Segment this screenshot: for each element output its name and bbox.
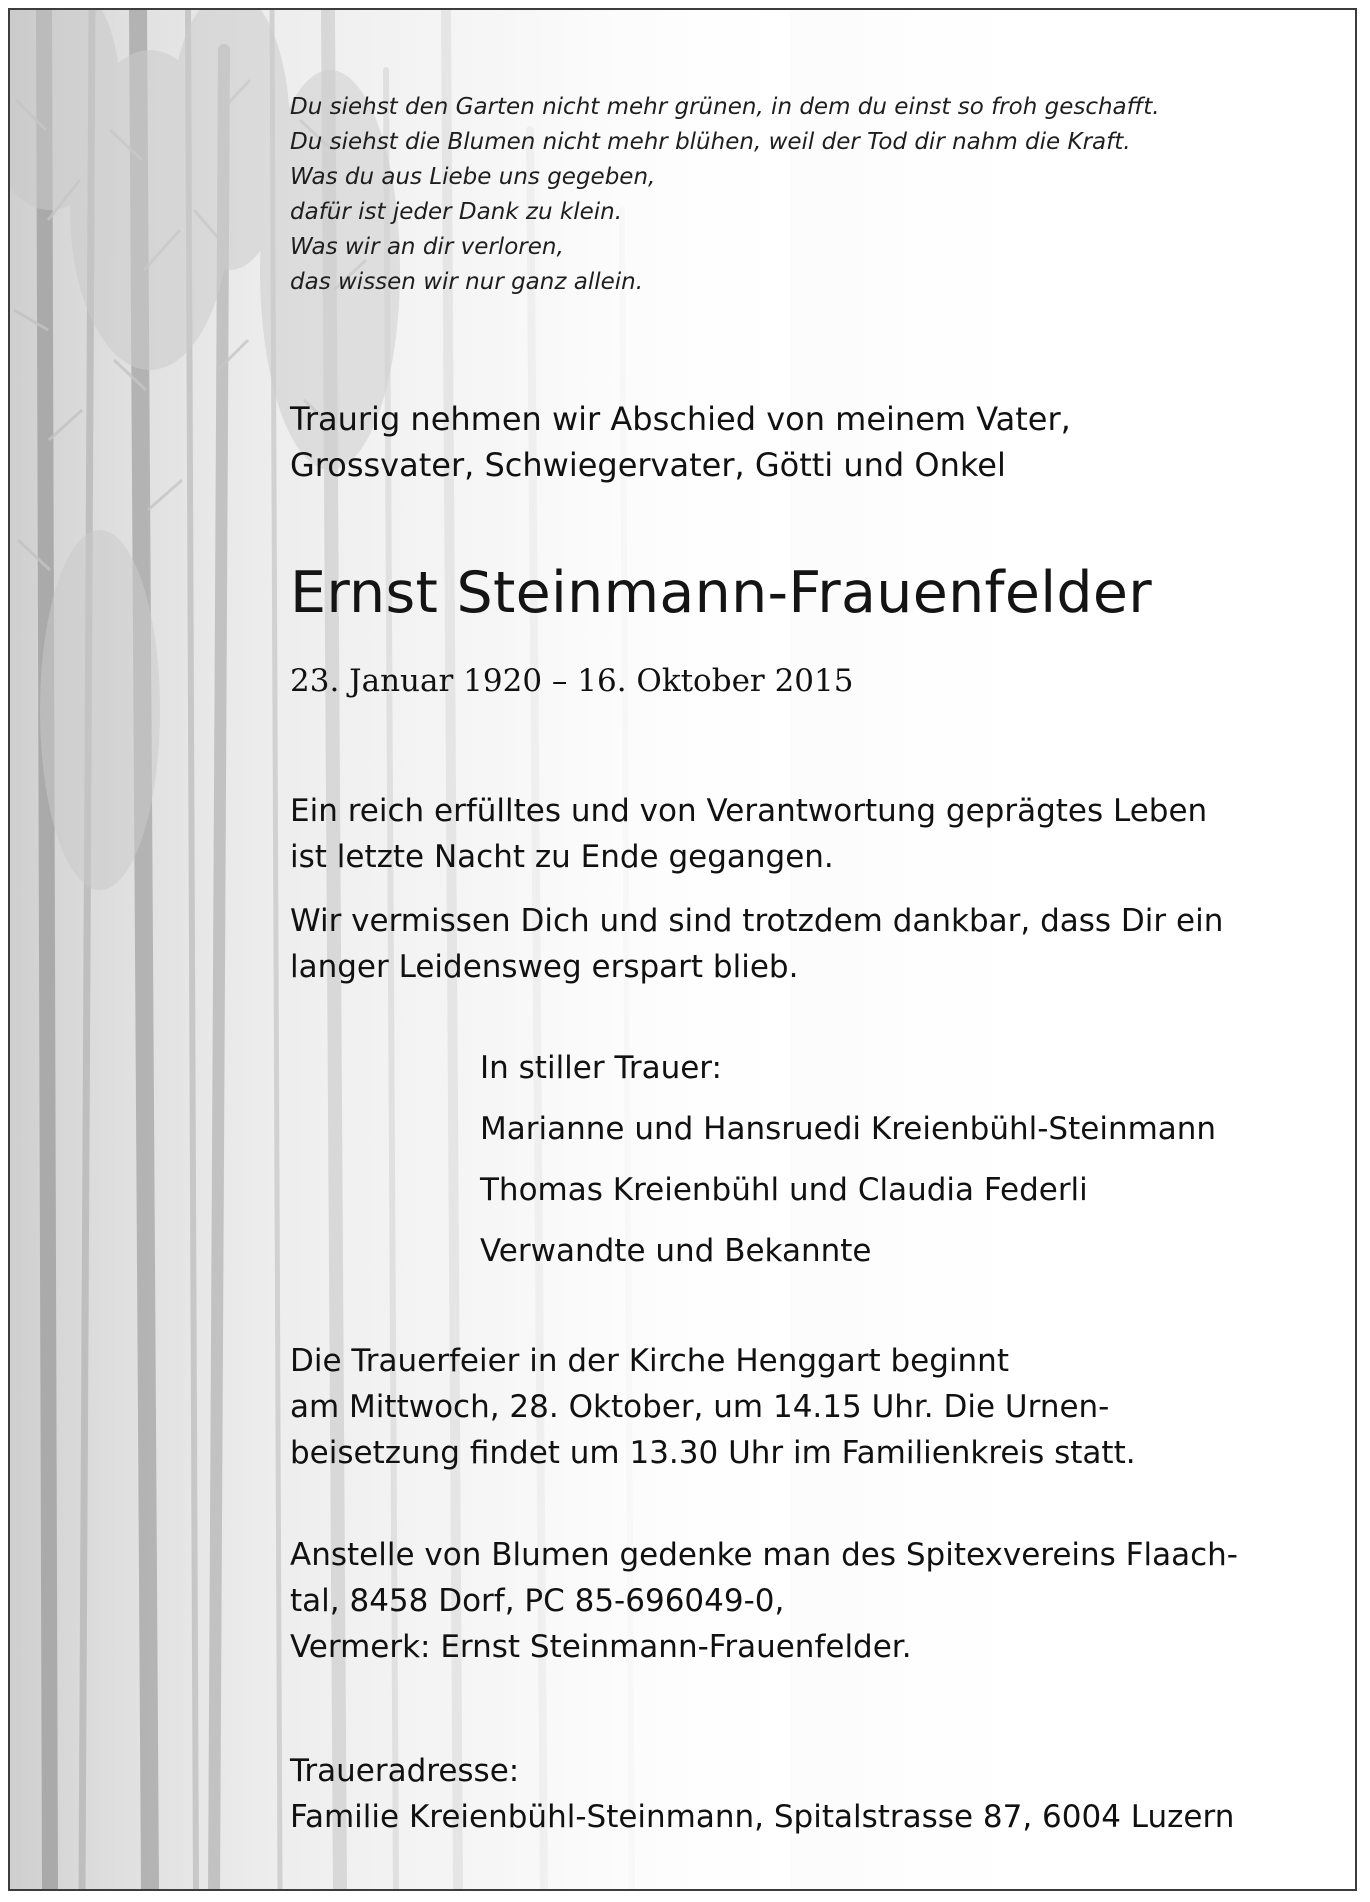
donation-info xyxy=(290,1532,1238,1670)
mourner-name: Thomas Kreienbühl und Claudia Federli xyxy=(480,1172,1088,1208)
memorial-poem xyxy=(290,90,1160,300)
paragraph-line: ist letzte Nacht zu Ende gegangen. xyxy=(290,839,834,875)
ceremony-info xyxy=(290,1338,1136,1476)
mourning-address: Familie Kreienbühl-Steinmann, Spitalstrasse 87, 6004 Luzern xyxy=(290,1799,1235,1835)
donation-line: Anstelle von Blumen gedenke man des Spitexvereins Flaach- xyxy=(290,1537,1238,1573)
paragraph-line: langer Leidensweg erspart blieb. xyxy=(290,949,799,985)
mourner-name: Marianne und Hansruedi Kreienbühl-Steinmann xyxy=(480,1111,1217,1147)
intro-line: Traurig nehmen wir Abschied von meinem Vater, xyxy=(290,400,1071,438)
paragraph-line: Ein reich erfülltes und von Verantwortung geprägtes Leben xyxy=(290,793,1208,829)
ceremony-line: am Mittwoch, 28. Oktober, um 14.15 Uhr. Die Urnen- xyxy=(290,1389,1110,1425)
mourner-name: Verwandte und Bekannte xyxy=(480,1233,872,1269)
poem-line: Du siehst den Garten nicht mehr grünen, in dem du einst so froh geschafft. xyxy=(290,94,1160,120)
paragraph-line: Wir vermissen Dich und sind trotzdem dankbar, dass Dir ein xyxy=(290,903,1224,939)
farewell-intro xyxy=(290,396,1071,488)
deceased-name: Ernst Steinmann-Frauenfelder xyxy=(290,560,1152,626)
ceremony-line: beisetzung findet um 13.30 Uhr im Familienkreis statt. xyxy=(290,1435,1136,1471)
mourners-heading: In stiller Trauer: xyxy=(480,1050,722,1086)
poem-line: Was du aus Liebe uns gegeben, xyxy=(290,164,656,190)
poem-line: das wissen wir nur ganz allein. xyxy=(290,269,644,295)
poem-line: Was wir an dir verloren, xyxy=(290,234,564,260)
address-label: Traueradresse: xyxy=(290,1753,520,1789)
poem-line: dafür ist jeder Dank zu klein. xyxy=(290,199,623,225)
mourners-list xyxy=(480,1045,1216,1289)
obituary-notice xyxy=(8,8,1357,1891)
life-paragraph xyxy=(290,788,1207,880)
donation-line: tal, 8458 Dorf, PC 85-696049-0, xyxy=(290,1583,785,1619)
ceremony-line: Die Trauerfeier in der Kirche Henggart beginnt xyxy=(290,1343,1009,1379)
life-dates: 23. Januar 1920 – 16. Oktober 2015 xyxy=(290,663,854,699)
intro-line: Grossvater, Schwiegervater, Götti und Onkel xyxy=(290,446,1006,484)
gratitude-paragraph xyxy=(290,898,1223,990)
poem-line: Du siehst die Blumen nicht mehr blühen, weil der Tod dir nahm die Kraft. xyxy=(290,129,1131,155)
donation-line: Vermerk: Ernst Steinmann-Frauenfelder. xyxy=(290,1629,912,1665)
